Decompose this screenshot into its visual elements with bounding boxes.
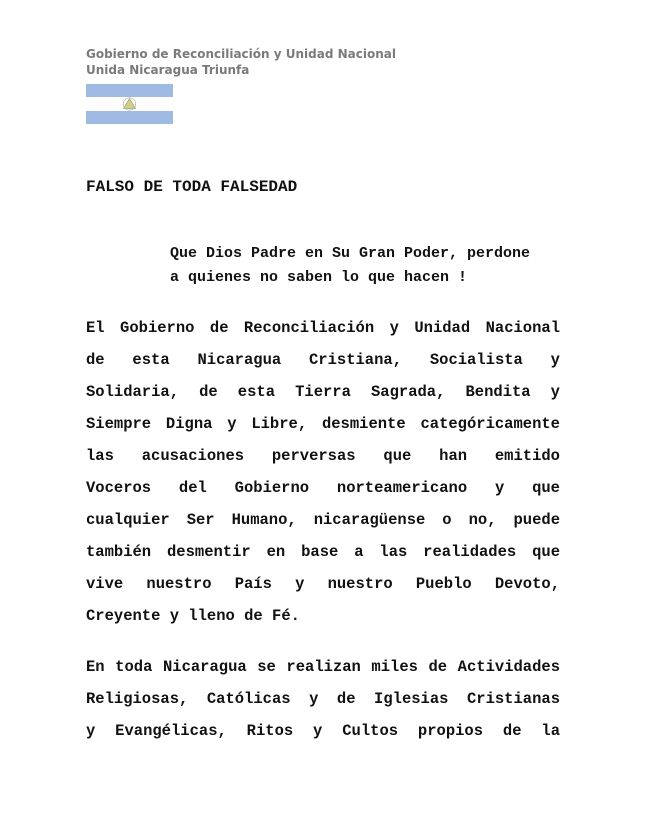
letterhead xyxy=(86,46,396,78)
document-title: FALSO DE TODA FALSEDAD xyxy=(86,178,298,196)
epigraph-line: Que Dios Padre en Su Gran Poder, perdone xyxy=(170,245,531,262)
paragraph-line: vive nuestro País y nuestro Pueblo Devoto, xyxy=(86,575,560,593)
paragraph-line: Creyente y lleno de Fé. xyxy=(86,607,300,625)
paragraph-line: El Gobierno de Reconciliación y Unidad Nacional xyxy=(86,319,560,337)
paragraph-line: Solidaria, de esta Tierra Sagrada, Bendita y xyxy=(86,383,560,401)
paragraph-line: Voceros del Gobierno norteamericano y que xyxy=(86,479,560,497)
nicaragua-flag-icon xyxy=(86,84,173,124)
letterhead-line-2: Unida Nicaragua Triunfa xyxy=(86,63,250,77)
paragraph-line: En toda Nicaragua se realizan miles de Actividades xyxy=(86,658,560,676)
paragraph-line: también desmentir en base a las realidades que xyxy=(86,543,560,561)
paragraph-2 xyxy=(86,651,560,747)
epigraph-line: a quienes no saben lo que hacen ! xyxy=(170,269,468,286)
paragraph-line: y Evangélicas, Ritos y Cultos propios de la xyxy=(86,722,560,740)
paragraph-line: Religiosas, Católicas y de Iglesias Cristianas xyxy=(86,690,560,708)
paragraph-line: de esta Nicaragua Cristiana, Socialista y xyxy=(86,351,560,369)
epigraph xyxy=(170,242,570,290)
paragraph-line: las acusaciones perversas que han emitido xyxy=(86,447,560,465)
paragraph-line: Siempre Digna y Libre, desmiente categóricamente xyxy=(86,415,560,433)
letterhead-line-1: Gobierno de Reconciliación y Unidad Nacional xyxy=(86,47,396,61)
paragraph-line: cualquier Ser Humano, nicaragüense o no, puede xyxy=(86,511,560,529)
paragraph-1 xyxy=(86,312,560,632)
